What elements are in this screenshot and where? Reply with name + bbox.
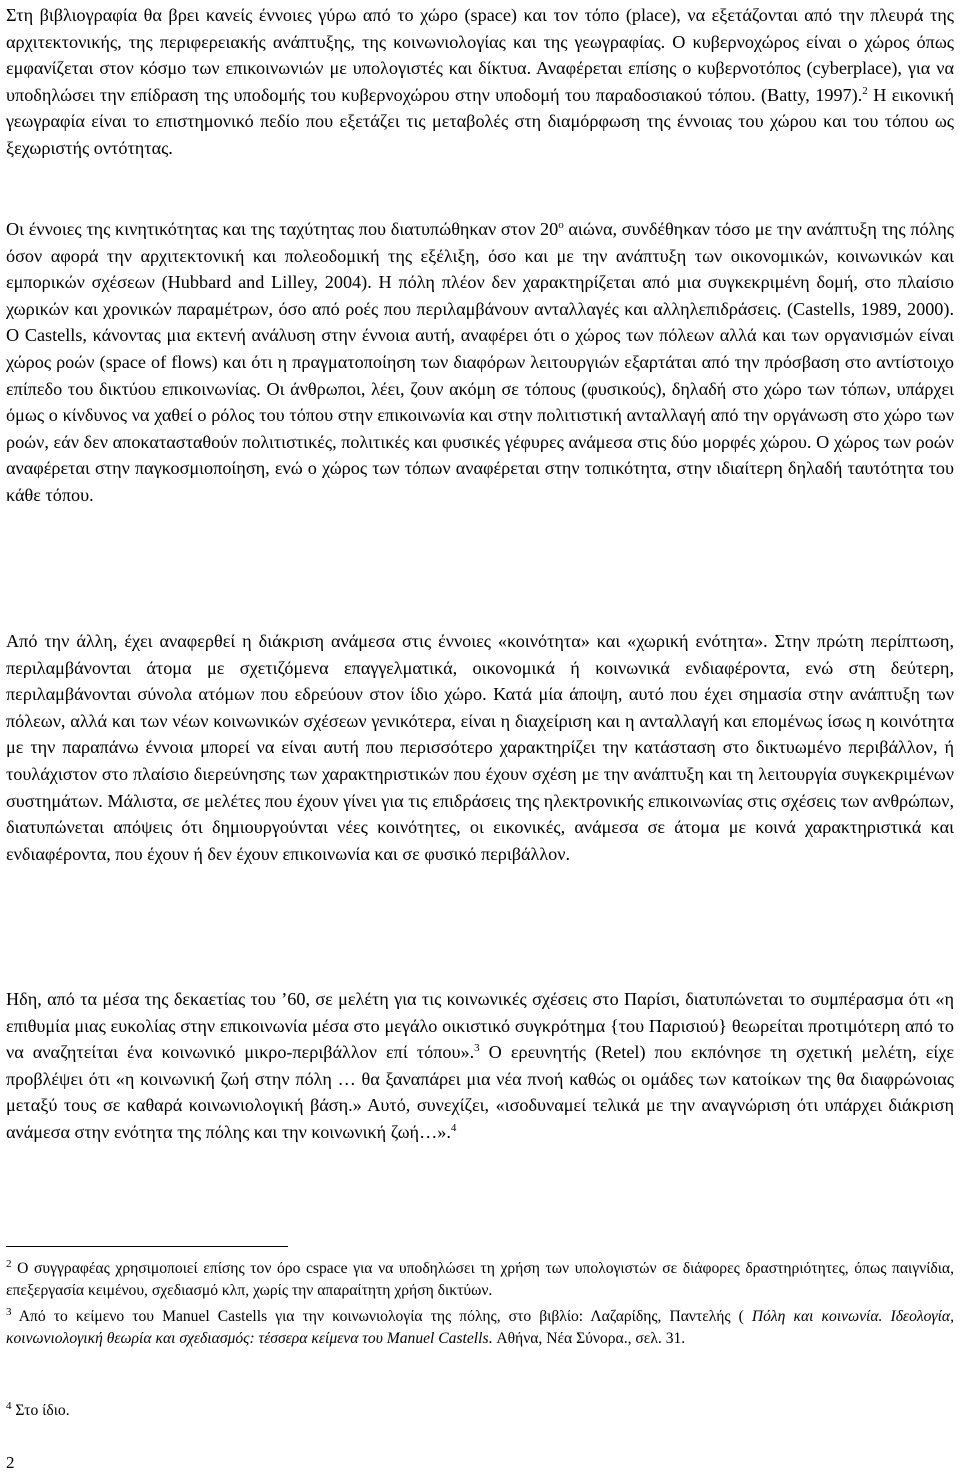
footnote-3-number: 3 <box>6 1305 12 1318</box>
footnote-4 <box>6 1400 954 1422</box>
paragraph-2 <box>6 216 954 509</box>
paragraph-2-text-cont: αιώνα, συνδέθηκαν τόσο με την ανάπτυξη της πόλης όσον αφορά την αρχιτεκτονική και πολεοδομική της εξέλιξη, όσο και με την ανάπτυξη των οικονομικών, κοινωνικών και εμπορικών σχέσεων (Hubbard and Lilley, 2004). Η πόλη πλέον δεν χαρακτηρίζεται από μια συγκεκριμένη δομή, στο πλαίσιο χωρικών και χρονικών παραμέτρων, όσο από ροές που περιλαμβάνουν ανταλλαγές και αλληλεπιδράσεις. (Castells, 1989, 2000). Ο Castells, κάνοντας μια εκτενή ανάλυση στην έννοια αυτή, αναφέρει ότι ο χώρος των πόλεων αλλά και των οργανισμών είναι χώρος ροών (space of flows) και ότι η πραγματοποίηση των διαφόρων λειτουργιών εξαρτάται από την πρόσβαση στο αντίστοιχο επίπεδο του δικτύου επικοινωνίας. Οι άνθρωποι, λέει, ζουν ακόμη σε τόπους (φυσικούς), δηλαδή στο χώρο των τόπων, υπάρχει όμως ο κίνδυνος να χαθεί ο ρόλος του τόπου στην επικοινωνία και στην πολιτιστική ανταλλαγή από την οργάνωση στο χώρο των ροών, εάν δεν αποκατασταθούν πολιτιστικές, πολιτικές και φυσικές γέφυρες ανάμεσα στις δύο μορφές χώρου. Ο χώρος των ροών αναφέρεται στην παγκοσμιοποίηση, ενώ ο χώρος των τόπων αναφέρεται στην τοπικότητα, στην ιδιαίτερη δηλαδή ταυτότητα του κάθε τόπου. <box>6 219 954 505</box>
footnote-ref-3[interactable]: 3 <box>474 1042 480 1055</box>
ordinal-superscript: ο <box>558 218 564 231</box>
paragraph-1-text: Στη βιβλιογραφία θα βρει κανείς έννοιες γύρω από το χώρο (space) και τον τόπο (place), να εξετάζονται από την πλευρά της αρχιτεκτονικής, της περιφερειακής ανάπτυξης, της κοινωνιολογίας και της γεωγραφίας. Ο κυβερνοχώρος είναι ο χώρος όπως εμφανίζεται στον κόσμο των επικοινωνιών με υπολογιστές και δίκτυα. Αναφέρεται επίσης ο κυβερνοτόπος (cyberplace), για να υποδηλώσει την επίδραση της υποδομής του κυβερνοχώρου στην υποδομή του παραδοσιακού τόπου. (Batty, 1997). <box>6 5 954 105</box>
paragraph-4-text: Ηδη, από τα μέσα της δεκαετίας του ’60, σε μελέτη για τις κοινωνικές σχέσεις στο Παρίσι, διατυπώνεται το συμπέρασμα ότι «η επιθυμία μιας ευκολίας στην επικοινωνία μέσα στο μεγάλο οικιστικό συγκρότημα {του Παρισιού} θεωρείται προτιμότερη από το να αναζητείται ένα κοινωνικό μικρο-περιβάλλον επί τόπου». <box>6 989 954 1063</box>
footnote-3-text: Από το κείμενο του Manuel Castells για την κοινωνιολογία της πόλης, στο βιβλίο: Λαζαρίδης, Παντελής ( <box>11 1308 752 1325</box>
footnote-4-number: 4 <box>6 1399 12 1412</box>
footnote-ref-4[interactable]: 4 <box>450 1121 457 1134</box>
footnote-3-text-cont: . Αθήνα, Νέα Σύνορα., σελ. 31. <box>488 1330 686 1347</box>
paragraph-4-text-cont: Ο ερευνητής (Retel) που εκπόνησε τη σχετική μελέτη, είχε προβλέψει ότι «η κοινωνική ζωή στην πόλη … θα ξαναπάρει μια νέα πνοή καθώς οι ομάδες των κατοίκων της θα διαφρώνοιας μεταξύ τους σε καθαρά κοινωνιολογική βάση.» Αυτό, συνεχίζει, «ισοδυναμεί τελικά με την αναγνώριση ότι υπάρχει διάκριση ανάμεσα στην ενότητα της πόλης και την κοινωνική ζωή…». <box>6 1042 954 1142</box>
footnote-2 <box>6 1258 954 1302</box>
footnote-ref-2[interactable]: 2 <box>862 84 868 97</box>
paragraph-1-text-cont: Η εικονική γεωγραφία είναι το επιστημονικό πεδίο που εξετάζει τις μεταβολές στη διαμόρφωση της έννοιας του χώρου και του τόπου ως ξεχωριστής οντότητας. <box>6 84 954 158</box>
footnote-4-text: Στο ίδιο. <box>11 1402 70 1419</box>
footnote-2-number: 2 <box>6 1257 12 1270</box>
paragraph-2-text: Οι έννοιες της κινητικότητας και της ταχύτητας που διατυπώθηκαν στον 20 <box>6 219 559 239</box>
footnote-3 <box>6 1306 954 1350</box>
paragraph-1 <box>6 2 954 162</box>
paragraph-4 <box>6 986 954 1146</box>
footnote-2-text: Ο συγγραφέας χρησιμοποιεί επίσης τον όρο cspace για να υποδηλώσει τη χρήση των υπολογιστών σε διάφορες δραστηριότητες, όπως παιγνίδια, επεξεργασία κειμένου, σχεδιασμό κλπ, χωρίς την απαραίτητη χρήση δικτύων. <box>6 1260 954 1299</box>
paragraph-3-text: Από την άλλη, έχει αναφερθεί η διάκριση ανάμεσα στις έννοιες «κοινότητα» και «χωρική ενότητα». Στην πρώτη περίπτωση, περιλαμβάνονται άτομα με σχετιζόμενα επαγγελματικά, οικονομικά ή κοινωνικά ενδιαφέροντα, ενώ στη δεύτερη, περιλαμβάνονται σύνολα ατόμων που εδρεύουν στον ίδιο χώρο. Κατά μία άποψη, αυτό που έχει σημασία στην ανάπτυξη των πόλεων, αλλά και των νέων κοινωνικών σχέσεων γενικότερα, είναι η διαχείριση και η ανταλλαγή και επομένως ίσως η κοινότητα με την παραπάνω έννοια μπορεί να είναι αυτή που περισσότερο χαρακτηρίζει την κατάσταση στο δικτυωμένο περιβάλλον, ή τουλάχιστον στο πλαίσιο διερεύνησης των χαρακτηριστικών που έχουν σχέση με την ανάπτυξη και τη λειτουργία συγκεκριμένων συστημάτων. Μάλιστα, σε μελέτες που έχουν γίνει για τις επιδράσεις της ηλεκτρονικής επικοινωνίας στις σχέσεις των ανθρώπων, διατυπώνεται απόψεις ότι δημιουργούνται νέες κοινότητες, οι εικονικές, ανάμεσα σε άτομα με κοινά χαρακτηριστικά και ενδιαφέροντα, που έχουν ή δεν έχουν επικοινωνία και σε φυσικό περιβάλλον. <box>6 631 954 864</box>
page-number: 2 <box>6 1453 15 1472</box>
footnote-3-book-title: Πόλη και κοινωνία. Ιδεολογία, κοινωνιολογική θεωρία και σχεδιασμός: τέσσερα κείμενα του Manuel Castells <box>6 1308 954 1347</box>
footnote-divider <box>6 1246 288 1247</box>
paragraph-3 <box>6 628 954 867</box>
